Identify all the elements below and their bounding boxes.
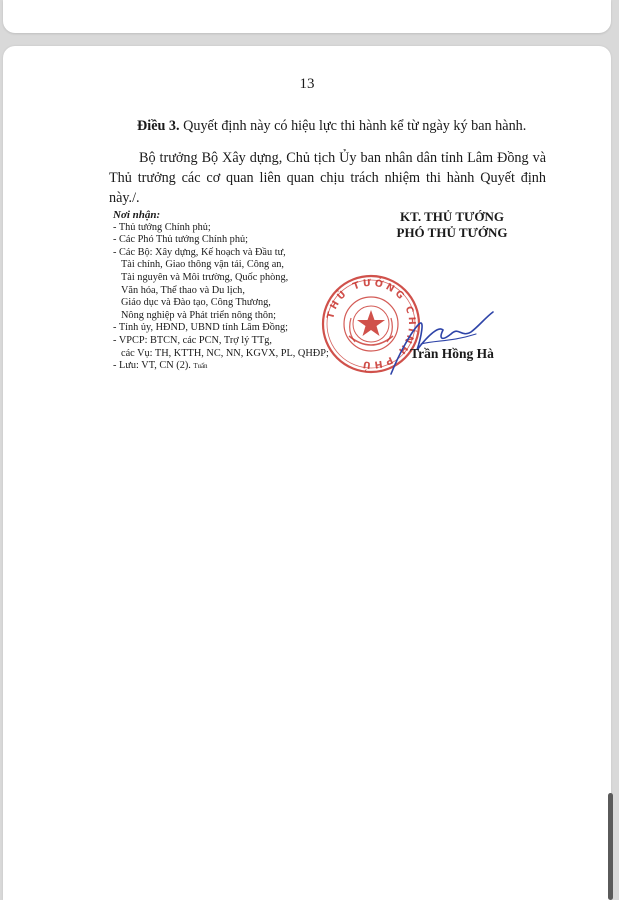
signature-title-line1: KT. THỦ TƯỚNG <box>400 209 504 224</box>
recipient-line: - Thủ tướng Chính phủ; <box>113 221 211 233</box>
article-text: Quyết định này có hiệu lực thi hành kể từ ngày ký ban hành. <box>179 118 527 134</box>
recipient-line: Tài nguyên và Môi trường, Quốc phòng, <box>121 271 289 283</box>
recipient-line: Văn hóa, Thể thao và Du lịch, <box>121 284 245 296</box>
scrollbar-thumb[interactable] <box>608 793 613 900</box>
handwritten-signature-icon <box>381 304 501 379</box>
recipient-line: Tài chính, Giao thông vận tải, Công an, <box>121 259 285 271</box>
recipients-heading: Nơi nhận: <box>113 209 161 221</box>
recipient-line: các Vụ: TH, KTTH, NC, NN, KGVX, PL, QHĐP; <box>121 347 329 359</box>
recipient-line: - Các Phó Thủ tướng Chính phủ; <box>113 234 248 246</box>
responsibility-paragraph: Bộ trưởng Bộ Xây dựng, Chủ tịch Ủy ban nhân dân tỉnh Lâm Đồng và Thủ trưởng các cơ quan liên quan chịu trách nhiệm thi hành Quyết định này./. <box>109 150 546 206</box>
document-page <box>3 46 611 900</box>
drafter-initial: Tuấn <box>193 362 208 371</box>
article-3 <box>137 118 526 135</box>
article-label: Điều 3. <box>137 118 180 134</box>
signature-title-line2: PHÓ THỦ TƯỚNG <box>396 225 508 240</box>
archive-line: - Lưu: VT, CN (2). <box>113 360 191 372</box>
recipient-line: Giáo dục và Đào tạo, Công Thương, <box>121 297 271 309</box>
signature-title <box>377 209 527 241</box>
signer-name: Trần Hồng Hà <box>410 346 494 361</box>
recipient-line-last <box>113 360 329 373</box>
page-number: 13 <box>299 76 315 92</box>
recipient-line: - VPCP: BTCN, các PCN, Trợ lý TTg, <box>113 334 272 346</box>
recipient-line: Nông nghiệp và Phát triển nông thôn; <box>121 309 277 321</box>
previous-page <box>3 0 611 33</box>
recipients-list <box>113 209 329 373</box>
svg-text:THỦ TƯỚNG CHÍNH PHỦ: THỦ TƯỚNG CHÍNH PHỦ <box>325 277 418 371</box>
recipient-line: - Các Bộ: Xây dựng, Kế hoạch và Đầu tư, <box>113 246 286 258</box>
recipient-line: - Tỉnh ủy, HĐND, UBND tỉnh Lâm Đồng; <box>113 322 289 334</box>
